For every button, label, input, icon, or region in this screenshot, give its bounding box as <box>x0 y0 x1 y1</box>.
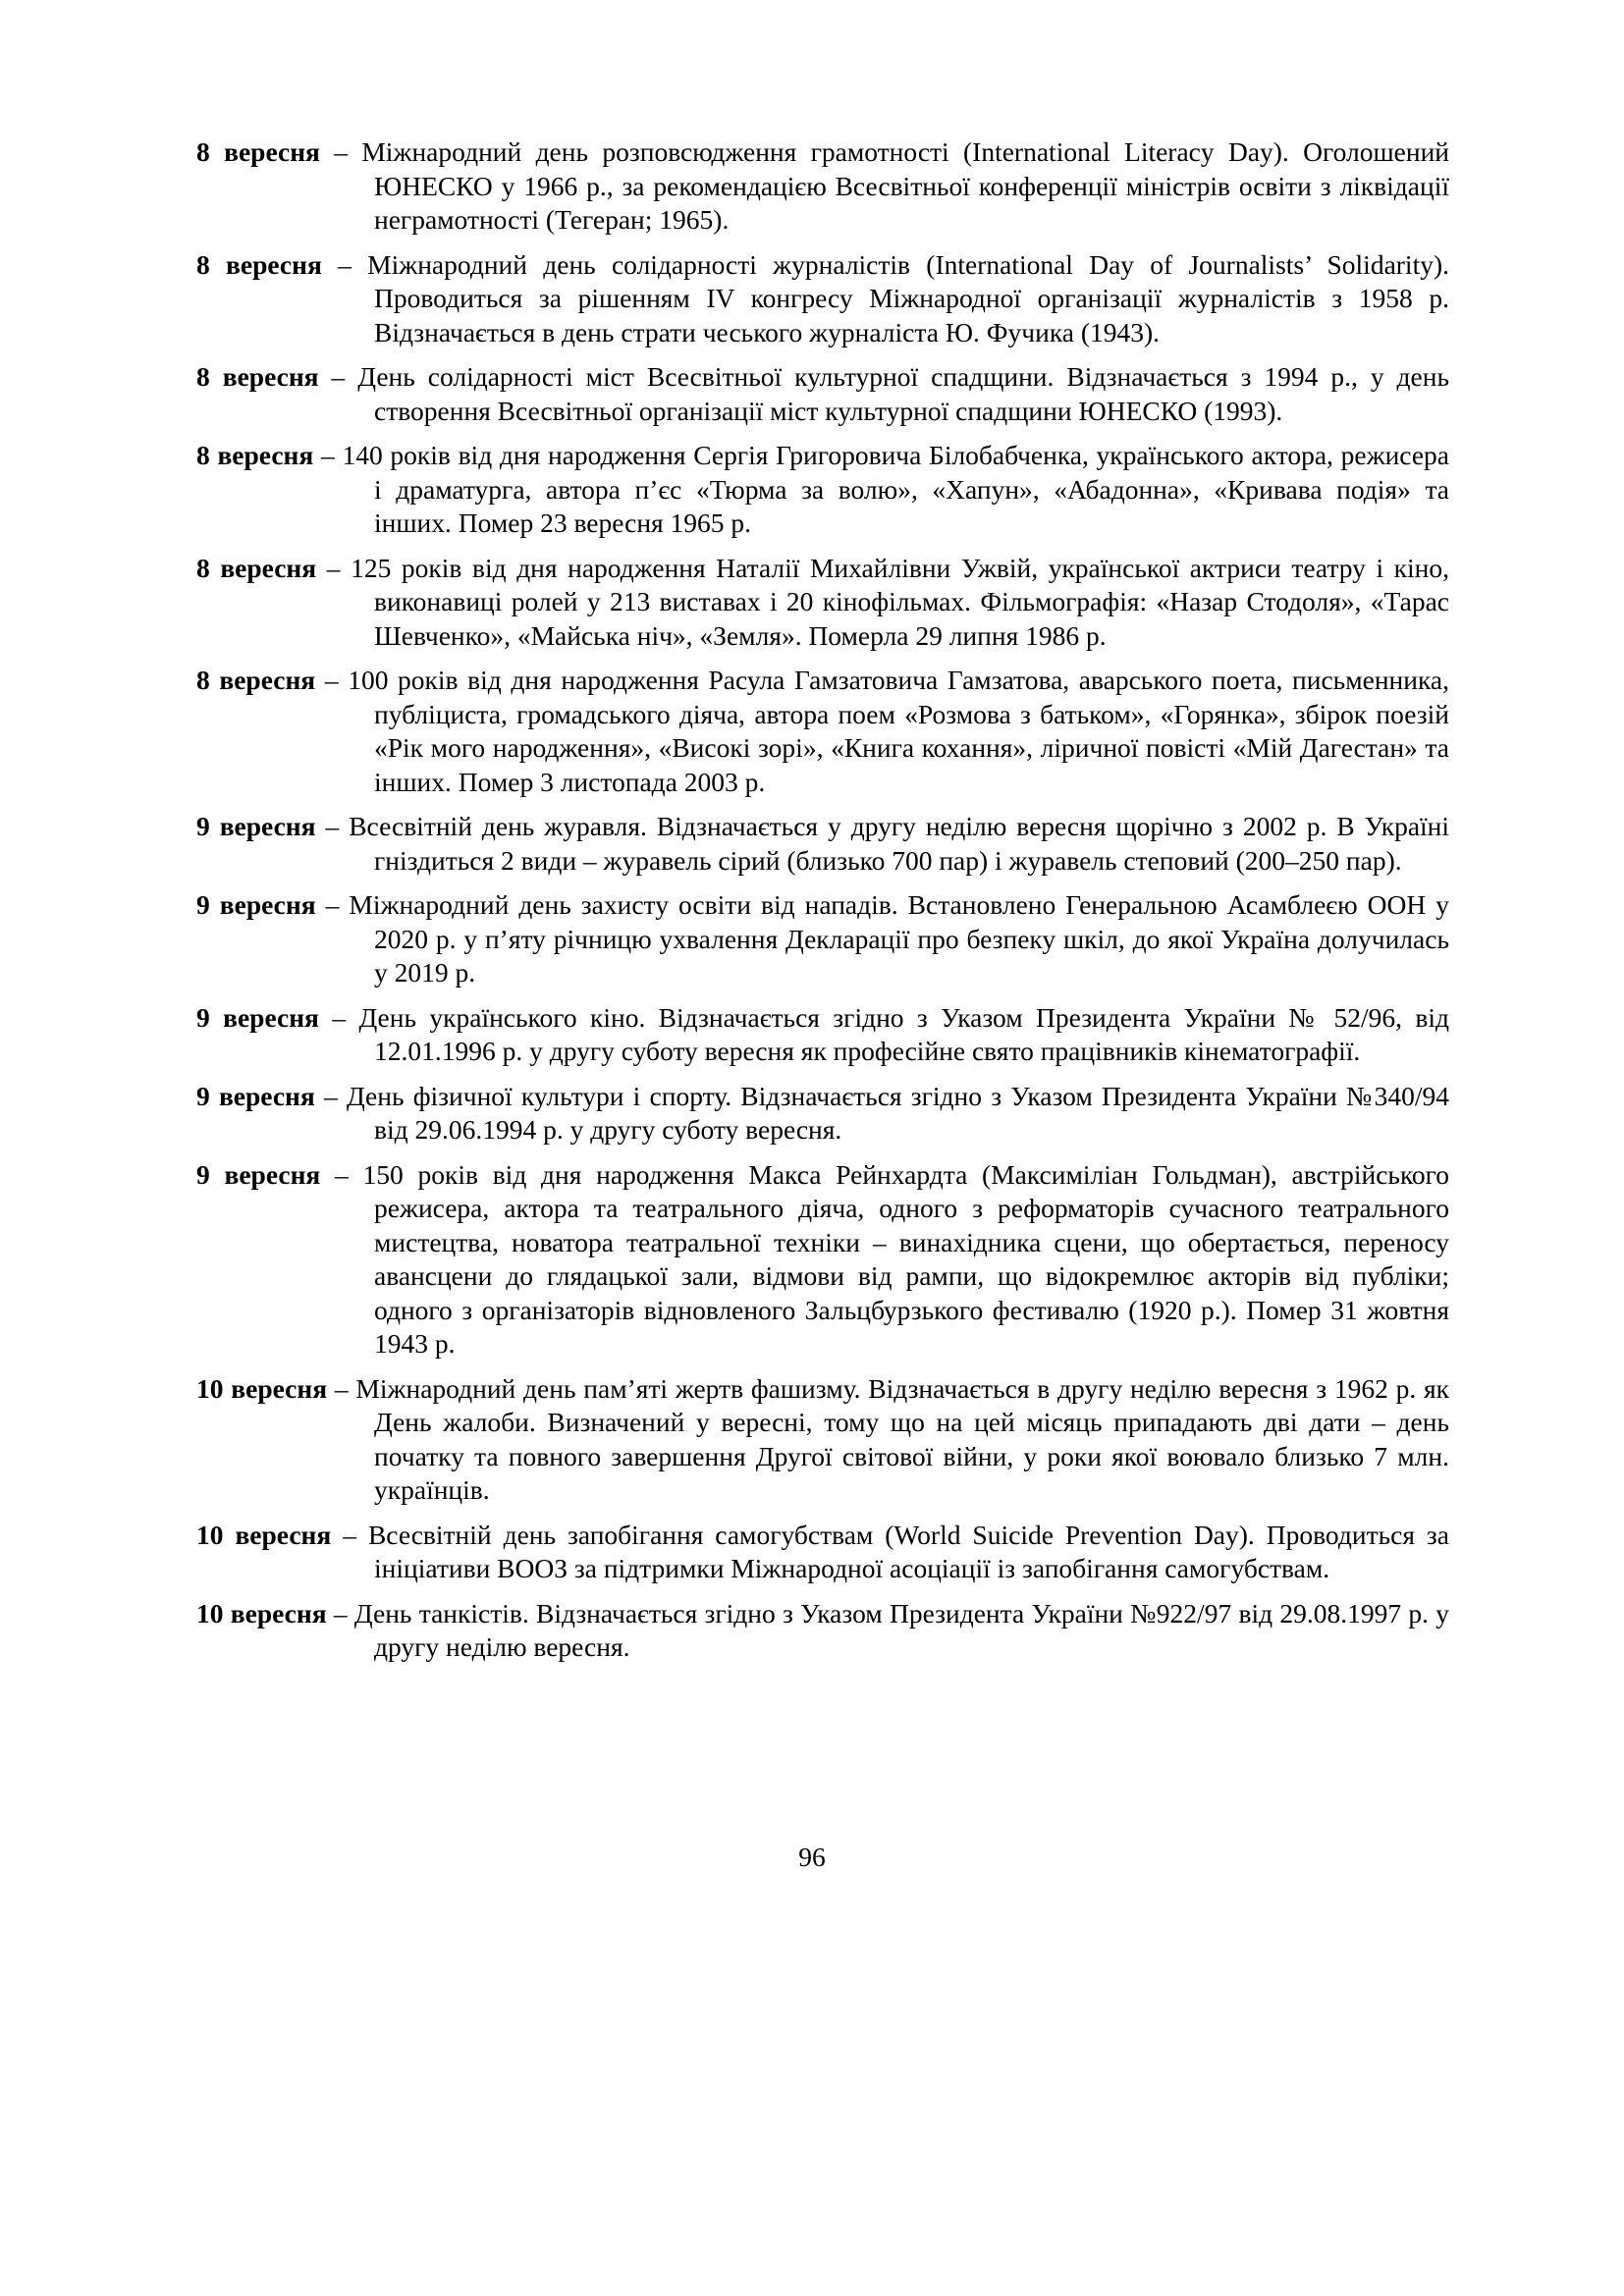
calendar-entry <box>196 360 1449 428</box>
entry-date: 9 вересня <box>196 889 316 920</box>
calendar-entry <box>196 248 1449 350</box>
calendar-entry <box>196 888 1449 990</box>
entry-dash: – <box>320 440 335 470</box>
entry-dash: – <box>335 1158 349 1190</box>
entry-date: 8 вересня <box>196 136 320 167</box>
entry-dash: – <box>326 552 341 583</box>
entry-date: 9 вересня <box>196 1001 319 1033</box>
entry-text: 140 років від дня народження Сергія Григоровича Білобабченка, українського актора, режисера і драматурга, автора п’єс «Тюрма за волю», «Хапун», «Абадонна», «Кривава подія» та інших. Помер 23 вересня 1965 р. <box>342 440 1450 538</box>
entry-text: День танкістів. Відзначається згідно з Указом Президента України №922/97 від 29.08.1997 р. у другу неділю вересня. <box>353 1597 1450 1662</box>
calendar-entry <box>196 1001 1449 1069</box>
entry-dash: – <box>332 1001 347 1033</box>
entry-date: 10 вересня <box>196 1597 327 1629</box>
calendar-entry <box>196 1158 1449 1362</box>
entry-text: Міжнародний день захисту освіти від нападів. Встановлено Генеральною Асамблеєю ООН у 2020 р. у п’яту річницю ухвалення Декларації про безпеку шкіл, до якої Україна долучилась у 2019 р. <box>349 889 1450 988</box>
entry-date: 9 вересня <box>196 811 316 841</box>
entry-text: Міжнародний день солідарності журналістів (International Day of Journalists’ Solidarity). Проводиться за рішенням IV конгресу Міжнародної організації журналістів з 1958 р. Відзначається в день страти чеського журналіста Ю. Фучика (1943). <box>367 248 1449 347</box>
entry-dash: – <box>343 1519 356 1550</box>
entry-dash: – <box>324 665 339 695</box>
entry-text: Всесвітній день запобігання самогубствам (World Suicide Prevention Day). Проводиться за ініціативи ВООЗ за підтримки Міжнародної асоціації із запобігання самогубствам. <box>367 1519 1450 1583</box>
entry-dash: – <box>334 136 349 167</box>
entry-date: 10 вересня <box>196 1372 328 1404</box>
entry-dash: – <box>331 361 346 392</box>
entry-text: День солідарності міст Всесвітньої культурної спадщини. Відзначається з 1994 р., у день створення Всесвітньої організації міст культурної спадщини ЮНЕСКО (1993). <box>357 361 1450 426</box>
entry-date: 8 вересня <box>196 552 317 583</box>
entry-dash: – <box>338 248 352 280</box>
entry-date: 8 вересня <box>196 248 322 280</box>
entry-dash: – <box>323 1080 338 1111</box>
calendar-entry <box>196 664 1449 799</box>
calendar-entries <box>196 135 1449 1676</box>
entry-text: 125 років від дня народження Наталії Михайлівни Ужвій, української актриси театру і кіно, виконавиці ролей у 213 виставах і 20 кінофільмах. Фільмографія: «Назар Стодоля», «Тарас Шевченко», «Майська ніч», «Земля». Померла 29 липня 1986 р. <box>351 552 1450 651</box>
calendar-entry <box>196 810 1449 878</box>
entry-date: 9 вересня <box>196 1080 315 1111</box>
entry-text: Міжнародний день пам’яті жертв фашизму. Відзначається в другу неділю вересня з 1962 р. як День жалоби. Визначений у вересні, тому що на цей місяць припадають дві дати – день початку та повного завершення Другої світової війни, у роки якої воювало близько 7 млн. українців. <box>355 1372 1450 1505</box>
entry-dash: – <box>325 811 340 841</box>
entry-date: 8 вересня <box>196 665 316 695</box>
page-number: 96 <box>798 1842 826 1872</box>
entry-date: 8 вересня <box>196 440 314 470</box>
entry-date: 10 вересня <box>196 1519 332 1550</box>
entry-dash: – <box>333 1597 348 1629</box>
entry-text: 100 років від дня народження Расула Гамзатовича Гамзатова, аварського поета, письменника, публіциста, громадського діяча, автора поем «Розмова з батьком», «Горянка», збірок поезій «Рік мого народження», «Високі зорі», «Книга кохання», ліричної повісті «Мій Дагестан» та інших. Помер 3 листопада 2003 р. <box>348 665 1450 797</box>
calendar-entry <box>196 135 1449 238</box>
entry-text: День українського кіно. Відзначається згідно з Указом Президента України № 52/96, від 12.01.1996 р. у другу суботу вересня як професійне свято працівників кінематографії. <box>358 1001 1450 1066</box>
entry-text: 150 років від дня народження Макса Рейнхардта (Максиміліан Гольдман), австрійського режисера, актора та театрального діяча, одного з реформаторів сучасного театрального мистецтва, новатора театральної техніки – винахідника сцени, що обертається, переносу авансцени до глядацької зали, відмови від рампи, що відокремлює акторів від публіки; одного з організаторів відновленого Зальцбурзького фестивалю (1920 р.). Помер 31 жовтня 1943 р. <box>362 1158 1450 1359</box>
entry-date: 9 вересня <box>196 1158 321 1190</box>
calendar-entry <box>196 1080 1449 1148</box>
entry-text: День фізичної культури і спорту. Відзначається згідно з Указом Президента України №340/94 від 29.06.1994 р. у другу суботу вересня. <box>346 1080 1450 1145</box>
calendar-entry <box>196 1519 1449 1586</box>
calendar-entry <box>196 1372 1449 1508</box>
calendar-entry <box>196 1597 1449 1665</box>
calendar-entry <box>196 439 1449 541</box>
entry-date: 8 вересня <box>196 361 319 392</box>
calendar-entry <box>196 552 1449 654</box>
entry-dash: – <box>325 889 340 920</box>
entry-dash: – <box>334 1372 349 1404</box>
entry-text: Міжнародний день розповсюдження грамотності (International Literacy Day). Оголошений ЮНЕСКО у 1966 р., за рекомендацією Всесвітньої конференції міністрів освіти з ліквідації неграмотності (Тегеран; 1965). <box>361 136 1449 235</box>
entry-text: Всесвітній день журавля. Відзначається у другу неділю вересня щорічно з 2002 р. В Україні гніздиться 2 види – журавель сірий (близько 700 пар) і журавель степовий (200–250 пар). <box>349 811 1450 876</box>
